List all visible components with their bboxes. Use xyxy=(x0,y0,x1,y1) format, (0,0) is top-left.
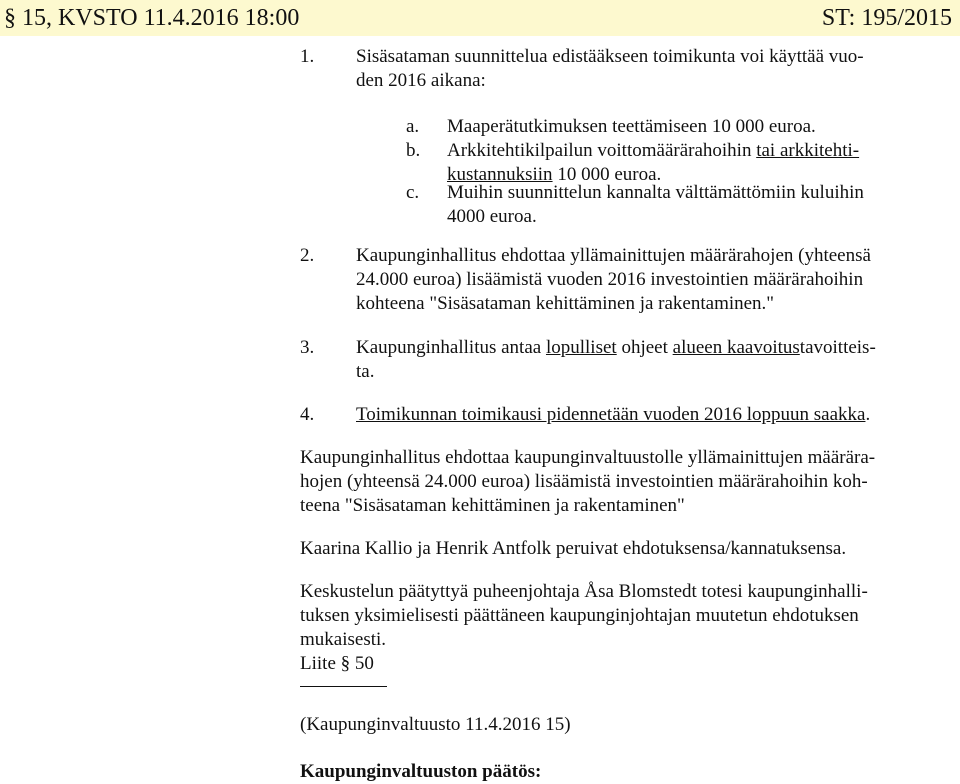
underlined-text: lopulliset xyxy=(545,337,617,358)
attachment-reference: Liite § 50 xyxy=(300,653,374,674)
sub-letter: b. xyxy=(406,140,421,161)
text-line: den 2016 aikana: xyxy=(356,70,486,91)
text-line: Kaupunginhallitus ehdottaa yllämainittujen määrärahojen (yhteensä xyxy=(356,245,871,266)
text-line xyxy=(356,336,876,360)
text-span: tavoitteis- xyxy=(799,337,876,358)
list-number: 1. xyxy=(300,46,315,67)
text-span: Arkkitehtikilpailun voittomäärärahoihin xyxy=(447,140,757,161)
sub-letter: c. xyxy=(406,182,420,203)
separator-line xyxy=(300,686,387,687)
proposal-paragraph xyxy=(300,446,875,518)
sub-letter: a. xyxy=(406,116,420,137)
list-item-text xyxy=(356,244,871,316)
text-span: . xyxy=(865,404,871,425)
council-reference: (Kaupunginvaltuusto 11.4.2016 15) xyxy=(300,714,571,735)
list-item-text xyxy=(356,336,876,384)
text-line: tuksen yksimielisesti päättäneen kaupunginjohtajan muutetun ehdotuksen xyxy=(300,605,859,626)
list-number: 3. xyxy=(300,337,315,358)
list-number: 4. xyxy=(300,404,315,425)
text-span: 10 000 euroa. xyxy=(552,164,662,185)
conclusion-paragraph xyxy=(300,580,868,676)
sub-item-text xyxy=(447,181,864,229)
list-number: 2. xyxy=(300,245,315,266)
text-line: Kaupunginhallitus ehdottaa kaupunginvaltuustolle yllämainittujen määrära- xyxy=(300,447,876,468)
text-line: Keskustelun päätyttyä puheenjohtaja Åsa Blomstedt totesi kaupunginhalli- xyxy=(300,581,868,602)
header-case-number: ST: 195/2015 xyxy=(821,5,952,31)
text-line: 24.000 euroa) lisäämistä vuoden 2016 investointien määrärahoihin xyxy=(356,269,864,290)
text-line: Sisäsataman suunnittelua edistääkseen toimikunta voi käyttää vuo- xyxy=(356,46,864,67)
decision-heading: Kaupunginvaltuuston päätös: xyxy=(300,761,542,782)
header-section-date: § 15, KVSTO 11.4.2016 18:00 xyxy=(4,5,300,31)
list-item-text xyxy=(356,403,870,427)
underlined-text: tai arkkitehti- xyxy=(756,140,860,161)
text-line: Muihin suunnittelun kannalta välttämättömiin kuluihin xyxy=(447,182,864,203)
list-item-text xyxy=(356,45,864,93)
underlined-text: alueen kaavoitus xyxy=(672,337,800,358)
text-line: kohteena "Sisäsataman kehittäminen ja rakentaminen." xyxy=(356,293,775,314)
page-header xyxy=(0,0,960,36)
underlined-text: kustannuksiin xyxy=(447,164,553,185)
text-span: ohjeet xyxy=(616,337,673,358)
text-line: hojen (yhteensä 24.000 euroa) lisäämistä investointien määrärahoihin koh- xyxy=(300,471,868,492)
text-line: 4000 euroa. xyxy=(447,206,537,227)
text-line: mukaisesti. xyxy=(300,629,387,650)
withdrawal-paragraph: Kaarina Kallio ja Henrik Antfolk peruivat ehdotuksensa/kannatuksensa. xyxy=(300,538,847,559)
sub-item-text xyxy=(447,139,859,187)
text-line xyxy=(447,139,859,163)
text-line: teena "Sisäsataman kehittäminen ja rakentaminen" xyxy=(300,495,685,516)
underlined-text: Toimikunnan toimikausi pidennetään vuoden 2016 loppuun saakka xyxy=(356,404,866,425)
text-line: Maaperätutkimuksen teettämiseen 10 000 euroa. xyxy=(447,116,816,137)
text-span: Kaupunginhallitus antaa xyxy=(356,337,546,358)
text-line: ta. xyxy=(356,361,375,382)
